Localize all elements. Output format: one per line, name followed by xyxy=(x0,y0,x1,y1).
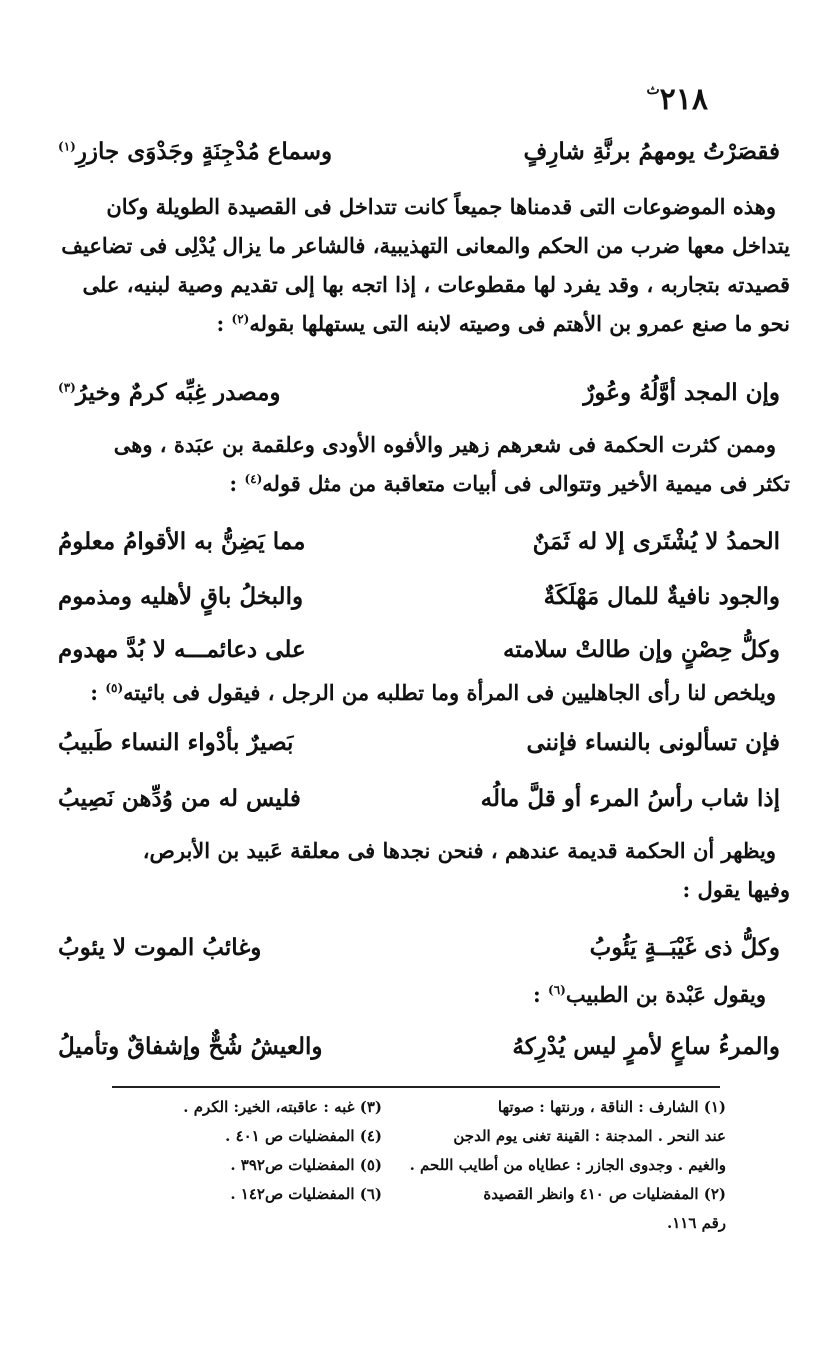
page-mark: ث xyxy=(646,82,660,98)
paragraph-line: تكثر فى ميمية الأخير وتتوالى فى أبيات متعاقبة من مثل قوله$^{(٤)}$ : xyxy=(229,471,790,496)
hemistich-second: والعيشُ شُحٌّ وإشفاقٌ وتأميلُ xyxy=(58,1033,323,1060)
hemistich-first: الحمدُ لا يُشْتَرى إلا له ثَمَنٌ xyxy=(532,528,780,555)
paragraph-line: ويقول عَبْدة بن الطبيب$^{(٦)}$ : xyxy=(532,982,766,1007)
verse-line xyxy=(48,132,790,172)
hemistich-first: والمرءُ ساعٍ لأمرٍ ليس يُدْرِكهُ xyxy=(512,1033,780,1060)
paragraph xyxy=(48,187,790,343)
hemistich-second: وغائبُ الموت لا يئوبُ xyxy=(58,934,262,961)
paragraph-line: وفيها يقول : xyxy=(682,877,790,902)
hemistich-first: فإن تسألونى بالنساء فإننى xyxy=(526,729,780,756)
verse-line xyxy=(48,928,790,968)
page-number: $٢١٨^ث$ xyxy=(646,82,708,117)
paragraph xyxy=(48,831,790,909)
verse-line xyxy=(48,373,790,413)
verse-line xyxy=(48,630,790,670)
footnote-line: رقم ١١٦. xyxy=(666,1214,726,1232)
paragraph-line: يتداخل معها ضرب من الحكم والمعانى التهذيبية، فالشاعر ما يزال يُدْلِى فى تضاعيف xyxy=(61,233,790,258)
hemistich-first: إذا شاب رأسُ المرء أو قلَّ مالُه xyxy=(480,785,780,812)
footnote-ref: (٤) xyxy=(244,472,263,486)
paragraph-line: وممن كثرت الحكمة فى شعرهم زهير والأفوه الأودى وعلقمة بن عبَدة ، وهى xyxy=(113,432,776,457)
footnotes-left-column xyxy=(112,1093,382,1209)
footnote-line: والغيم . وجدوى الجازر : عطاياه من أطايب اللحم . xyxy=(409,1156,726,1174)
paragraph xyxy=(48,673,790,712)
footnote-ref: (٦) xyxy=(548,983,566,997)
hemistich-first: وكلُّ حِصْنٍ وإن طالتْ سلامته xyxy=(502,636,780,663)
footnotes-right-column xyxy=(396,1093,726,1238)
verse-line xyxy=(48,1027,790,1067)
footnote-line: (٦) المفضليات ص١٤٢ . xyxy=(230,1185,382,1203)
hemistich-first: والجود نافيةٌ للمال مَهْلَكَةٌ xyxy=(543,583,780,610)
footnote-line: (٤) المفضليات ص ٤٠١ . xyxy=(225,1127,382,1145)
verse-line xyxy=(48,779,790,819)
hemistich-second: ومصدر غِبِّه كرمٌ وخيرُ$^{(٣)}$ xyxy=(58,379,281,406)
paragraph-line: وهذه الموضوعات التى قدمناها جميعاً كانت تتداخل فى القصيدة الطويلة وكان xyxy=(106,194,776,219)
footnote-divider xyxy=(112,1086,720,1088)
hemistich-first: فقصَرْتُ يومهمُ برنَّةِ شارِفٍ xyxy=(523,138,780,165)
footnote-line: عند النحر . المدجنة : القينة تغنى يوم الدجن xyxy=(453,1127,726,1145)
hemistich-second: وسماع مُدْجِنَةٍ وجَدْوَى جازرِ$^{(١)}$ xyxy=(58,138,333,165)
footnote-ref: (٣) xyxy=(58,380,76,395)
hemistich-second: مما يَضِنُّ به الأقوامُ معلومُ xyxy=(58,528,306,555)
paragraph-line: نحو ما صنع عمرو بن الأهتم فى وصيته لابنه التى يستهلها بقوله$^{(٢)}$ : xyxy=(216,311,790,336)
paragraph-line: ويلخص لنا رأى الجاهليين فى المرأة وما تطلبه من الرجل ، فيقول فى بائيته$^{(٥)}$ : xyxy=(90,680,776,705)
hemistich-second: بَصيرٌ بأدْواء النساء طَبيبُ xyxy=(58,729,294,756)
hemistich-second: فليس له من وُدِّهن نَصِيبُ xyxy=(58,785,301,812)
hemistich-second: والبخلُ باقٍ لأهليه ومذموم xyxy=(58,583,304,610)
paragraph-line: قصيدته بتجاربه ، وقد يفرد لها مقطوعات ، إذا اتجه بها إلى تقديم وصية لبنيه، على xyxy=(82,272,790,297)
footnote-line: (٣) غبه : عاقبته، الخير: الكرم . xyxy=(183,1098,382,1116)
footnote-ref: (١) xyxy=(58,139,76,154)
paragraph xyxy=(48,425,790,503)
hemistich-first: وكلُّ ذى غَيْبَــةٍ يَئُوبُ xyxy=(589,934,780,961)
hemistich-second: على دعائمـــه لا بُدَّ مهدوم xyxy=(58,636,306,663)
footnote-ref: (٢) xyxy=(231,312,250,326)
hemistich-first: وإن المجد أوَّلُهُ وعُورٌ xyxy=(583,379,780,406)
verse-line xyxy=(48,723,790,763)
footnote-line: (٥) المفضليات ص٣٩٢ . xyxy=(230,1156,382,1174)
verse-line xyxy=(48,577,790,617)
paragraph xyxy=(48,975,790,1014)
footnote-line: (٢) المفضليات ص ٤١٠ وانظر القصيدة xyxy=(483,1185,726,1203)
footnote-ref: (٥) xyxy=(105,681,124,695)
paragraph-line: ويظهر أن الحكمة قديمة عندهم ، فنحن نجدها فى معلقة عَبيد بن الأبرص، xyxy=(142,838,776,863)
footnote-line: (١) الشارف : الناقة ، ورنتها : صوتها xyxy=(497,1098,726,1116)
verse-line xyxy=(48,522,790,562)
